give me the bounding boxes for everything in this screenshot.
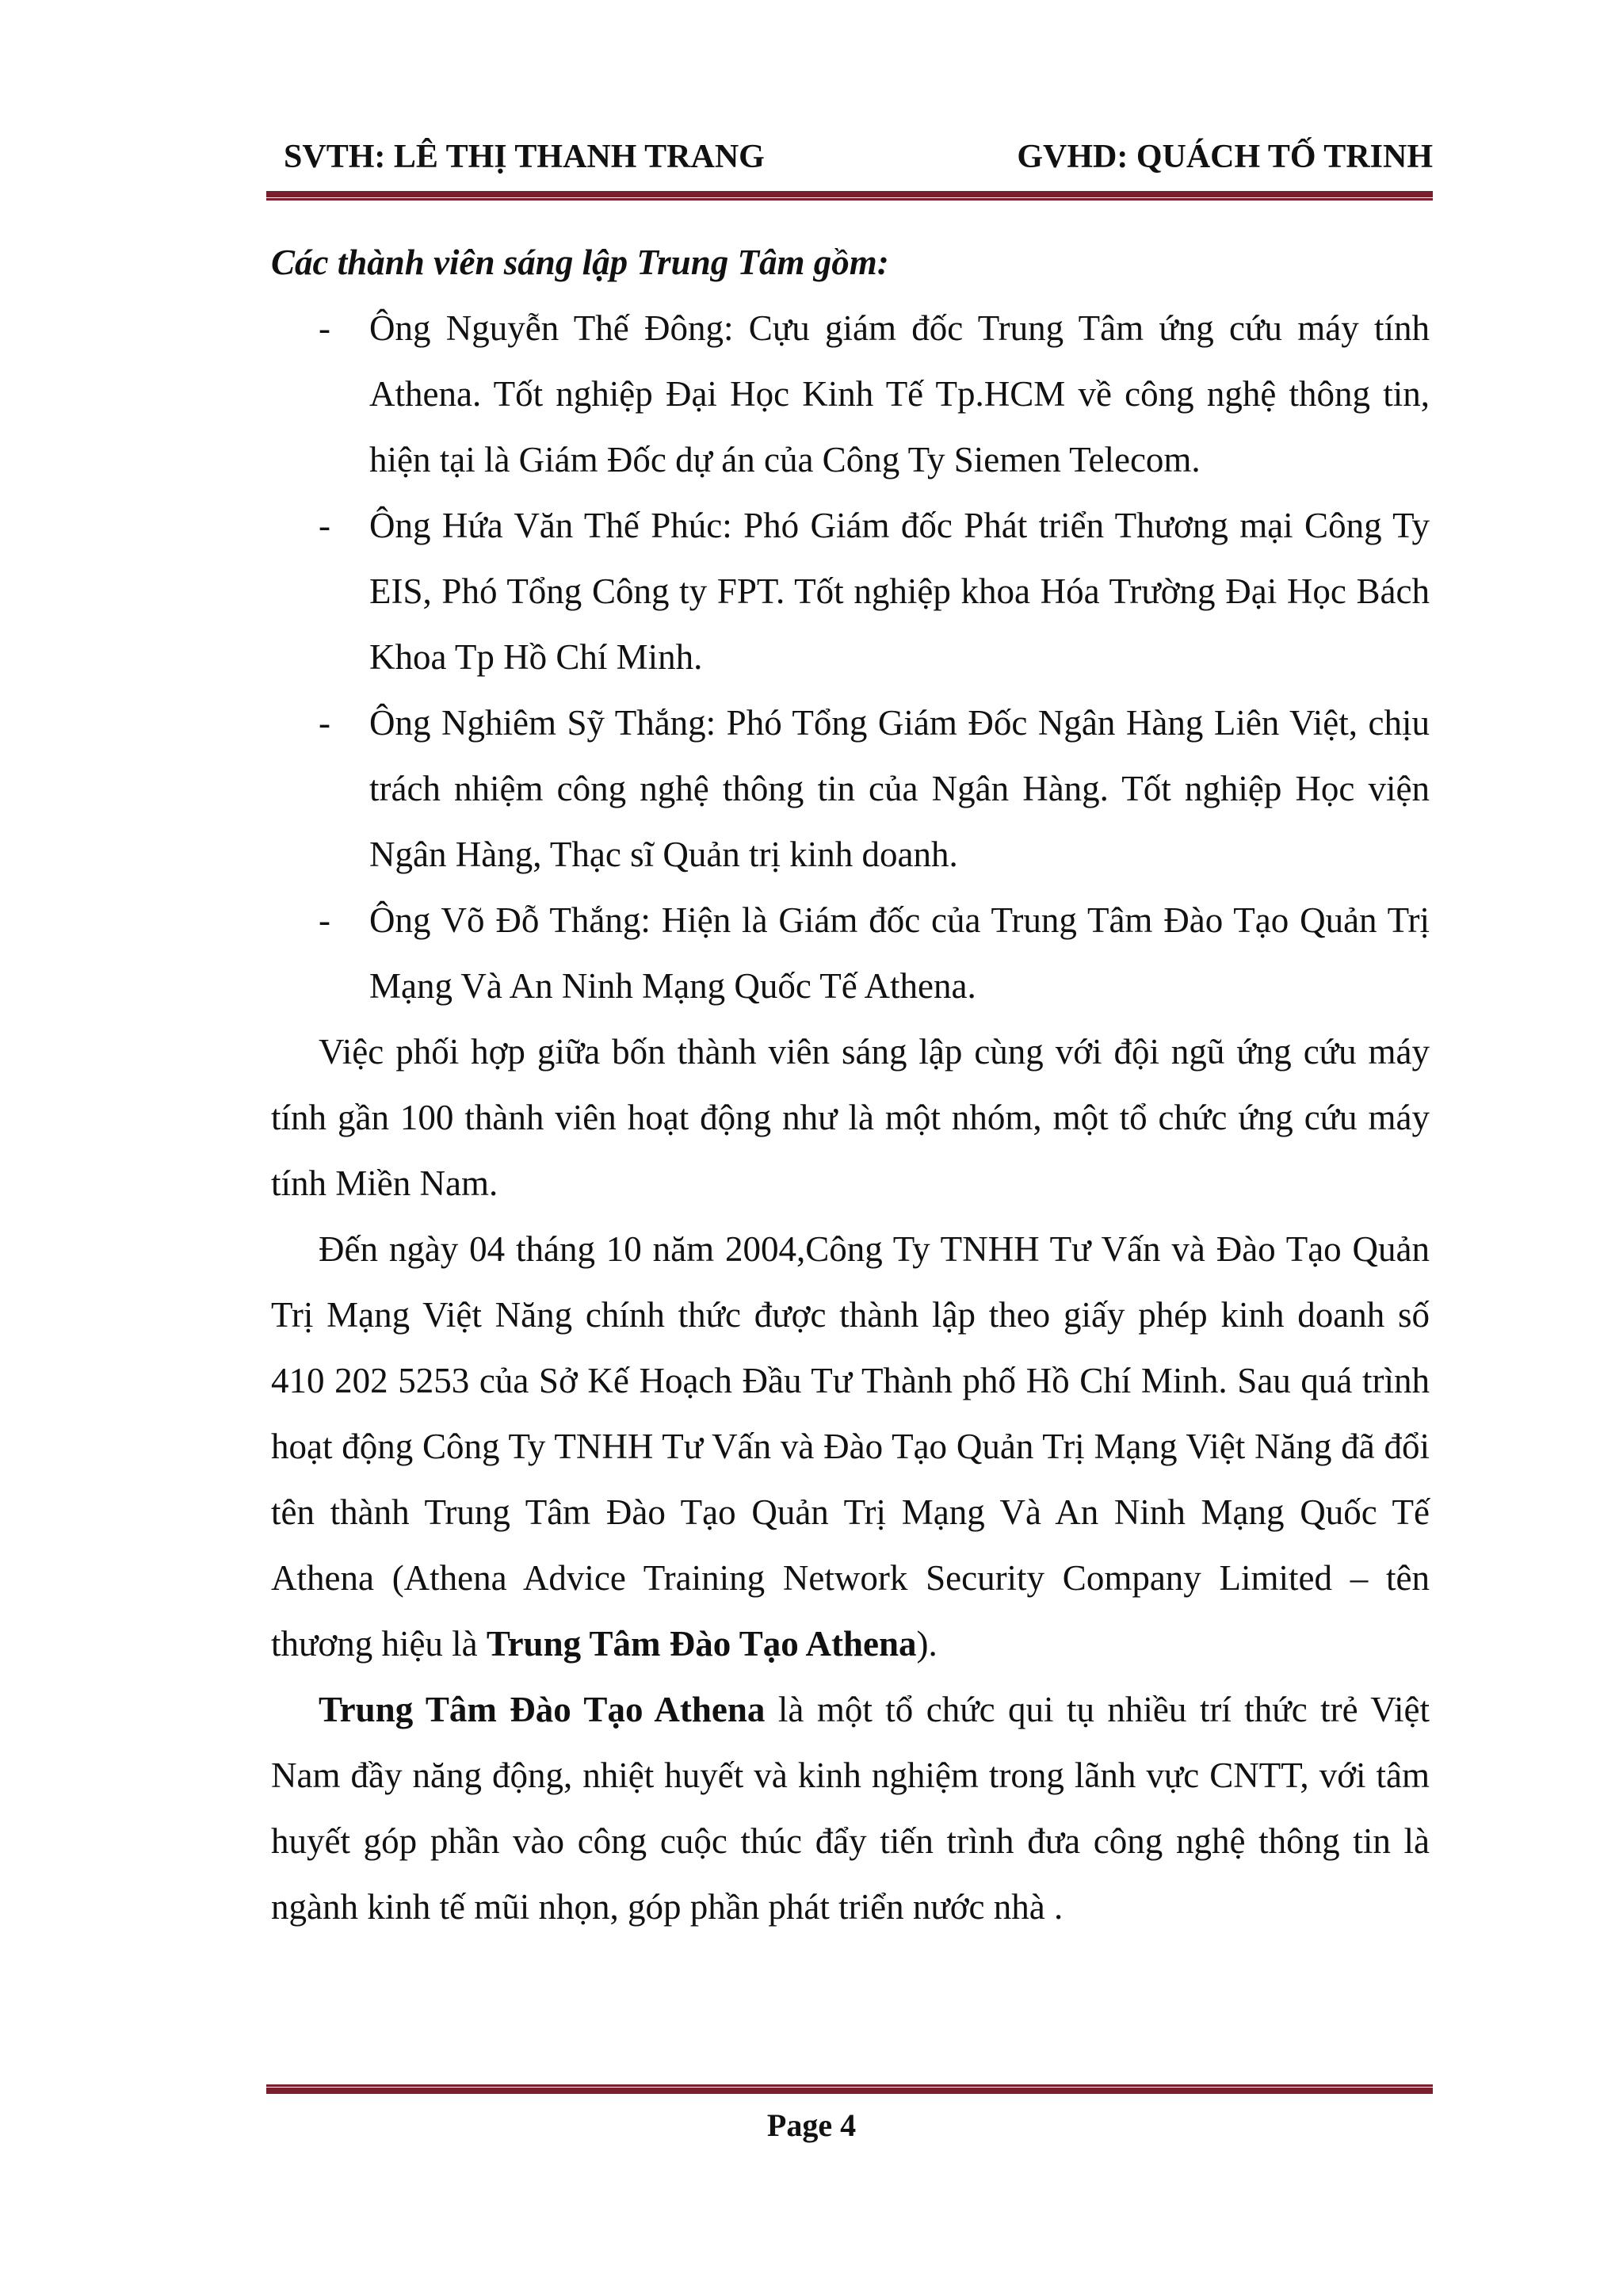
paragraph-history xyxy=(271,1217,1430,1677)
list-item xyxy=(271,690,1430,888)
list-item-text: Ông Nghiêm Sỹ Thắng: Phó Tổng Giám Đốc Ngân Hàng Liên Việt, chịu trách nhiệm công nghệ thông tin của Ngân Hàng. Tốt nghiệp Học viện Ngân Hàng, Thạc sĩ Quản trị kinh doanh. xyxy=(369,703,1430,874)
list-item-text: Ông Võ Đỗ Thắng: Hiện là Giám đốc của Trung Tâm Đào Tạo Quản Trị Mạng Và An Ninh Mạng Quốc Tế Athena. xyxy=(369,900,1430,1006)
list-item-text: Ông Nguyễn Thế Đông: Cựu giám đốc Trung Tâm ứng cứu máy tính Athena. Tốt nghiệp Đại Học Kinh Tế Tp.HCM về công nghệ thông tin, hiện tại là Giám Đốc dự án của Công Ty Siemen Telecom. xyxy=(369,308,1430,479)
list-item xyxy=(271,296,1430,493)
brand-name: Trung Tâm Đào Tạo Athena xyxy=(319,1690,766,1729)
page-number: Page 4 xyxy=(766,2107,857,2143)
list-item xyxy=(271,493,1430,690)
history-text: Đến ngày 04 tháng 10 năm 2004,Công Ty TNHH Tư Vấn và Đào Tạo Quản Trị Mạng Việt Năng chính thức được thành lập theo giấy phép kinh doanh số 410 202 5253 của Sở Kế Hoạch Đầu Tư Thành phố Hồ Chí Minh. Sau quá trình hoạt động Công Ty TNHH Tư Vấn và Đào Tạo Quản Trị Mạng Việt Năng đã đổi tên thành Trung Tâm Đào Tạo Quản Trị Mạng Và An Ninh Mạng Quốc Tế Athena (Athena Advice Training Network Security Company Limited – tên thương hiệu là xyxy=(271,1229,1430,1664)
paragraph-about xyxy=(271,1677,1430,1940)
list-dash: - xyxy=(319,703,330,743)
header-advisor: GVHD: QUÁCH TỐ TRINH xyxy=(1017,139,1433,175)
list-item xyxy=(271,888,1430,1019)
page-body xyxy=(271,230,1430,1940)
list-dash: - xyxy=(319,506,330,545)
founders-intro: Các thành viên sáng lập Trung Tâm gồm: xyxy=(271,243,889,282)
founders-list xyxy=(271,296,1430,1019)
list-dash: - xyxy=(319,308,330,348)
paragraph-cooperation: Việc phối hợp giữa bốn thành viên sáng lập cùng với đội ngũ ứng cứu máy tính gần 100 thành viên hoạt động như là một nhóm, một tổ chức ứng cứu máy tính Miền Nam. xyxy=(271,1032,1430,1203)
header-rule xyxy=(266,191,1433,201)
header-student: SVTH: LÊ THỊ THANH TRANG xyxy=(284,139,765,175)
history-end: ). xyxy=(916,1624,938,1664)
list-item-text: Ông Hứa Văn Thế Phúc: Phó Giám đốc Phát triển Thương mại Công Ty EIS, Phó Tổng Công ty FPT. Tốt nghiệp khoa Hóa Trường Đại Học Bách Khoa Tp Hồ Chí Minh. xyxy=(369,506,1430,677)
list-dash: - xyxy=(319,900,330,940)
about-text: là một tổ chức qui tụ nhiều trí thức trẻ Việt Nam đầy năng động, nhiệt huyết và kinh nghiệm trong lãnh vực CNTT, với tâm huyết góp phần vào công cuộc thúc đẩy tiến trình đưa công nghệ thông tin là ngành kinh tế mũi nhọn, góp phần phát triển nước nhà . xyxy=(271,1690,1430,1927)
brand-name: Trung Tâm Đào Tạo Athena xyxy=(486,1624,917,1664)
footer-rule xyxy=(266,2084,1433,2094)
page-header xyxy=(269,133,1433,181)
